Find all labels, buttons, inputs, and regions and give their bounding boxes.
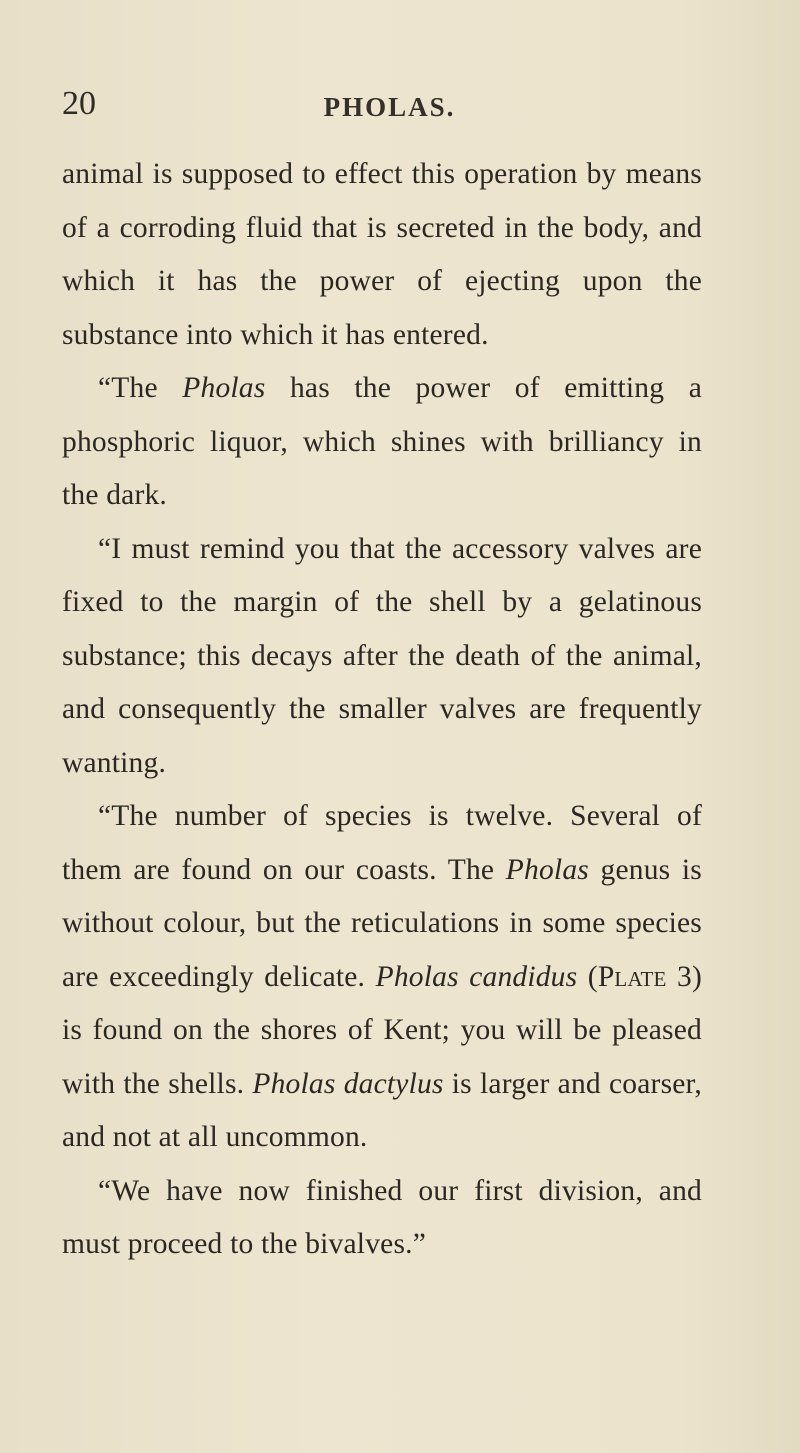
text-run: genus is without colour, but the reticulations in some species are exceedingly delicate. [62,853,702,993]
text-run: “The number of species is twelve. Several of them are found on our coasts. The [62,800,702,886]
paragraph-3 [62,523,702,791]
body-text [62,148,702,1272]
italic-species-name: Pholas dactylus [252,1067,444,1100]
paragraph-text: “I must remind you that the accessory valves are fixed to the margin of the shell by a gelatinous substance; this decays after the death of the animal, and consequently the smaller valves are frequently wanting. [62,532,702,779]
text-run: “The [98,372,183,404]
running-title: PHOLAS. [323,92,456,122]
paragraph-text: animal is supposed to effect this operation by means of a corroding fluid that is secreted in the body, and which it has the power of ejecting upon the substance into which it has entered. [62,158,702,351]
plate-reference: Plate [597,960,667,993]
paragraph-text: “We have now finished our first division, and must proceed to the bivalves.” [62,1174,702,1260]
paragraph-2 [62,362,702,523]
text-run: is larger and coarser, and not at all uncommon. [62,1067,702,1153]
paragraph-1 [62,148,702,362]
text-run: 3) is found on the shores of Kent; you will be pleased with the shells. [62,960,702,1100]
running-head [62,84,717,124]
paragraph-5 [62,1165,702,1272]
italic-species-name: Pholas [182,372,266,404]
paragraph-4 [62,790,702,1165]
page-number: 20 [62,85,96,122]
text-run: ( [577,960,598,993]
italic-genus-name: Pholas [505,853,589,886]
text-run: has the power of emitting a phosphoric liquor, which shines with brilliancy in the dark. [62,372,702,511]
italic-species-name: Pholas candidus [375,960,578,993]
